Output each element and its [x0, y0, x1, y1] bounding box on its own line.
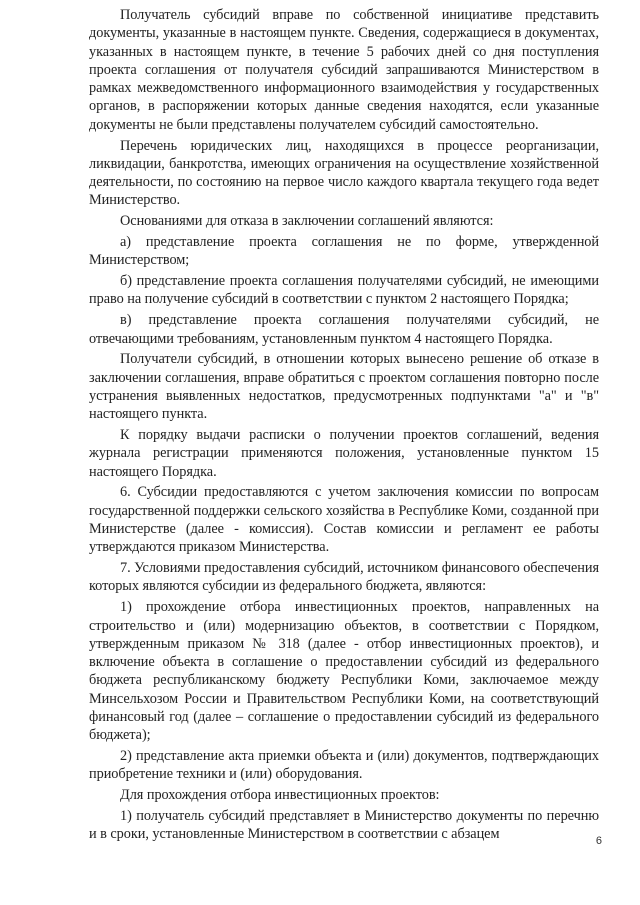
page-number: 6: [595, 835, 602, 847]
paragraph-2: Перечень юридических лиц, находящихся в процессе реорганизации, ликвидации, банкротства, имеющих ограничения на осуществление хозяйственной деятельности, по состоянию на первое число каждого квартала текущего года ведет Министерство.: [89, 137, 599, 209]
document-page: [89, 6, 599, 846]
paragraph-13: Для прохождения отбора инвестиционных проектов:: [120, 787, 440, 804]
paragraph-5: б) представление проекта соглашения получателями субсидий, не имеющими право на получение субсидий в соответствии с пунктом 2 настоящего Порядка;: [89, 273, 599, 308]
paragraph-4: а) представление проекта соглашения не по форме, утвержденной Министерством;: [89, 234, 599, 269]
paragraph-7: Получатели субсидий, в отношении которых вынесено решение об отказе в заключении соглашения, вправе обратиться с проектом соглашения повторно после устранения выявленных недостатков, предусмотренных подпунктами "а" и "в" настоящего пункта.: [89, 351, 599, 423]
paragraph-6: в) представление проекта соглашения получателями субсидий, не отвечающими требованиям, установленным пунктом 4 настоящего Порядка.: [89, 312, 599, 347]
paragraph-10: 7. Условиями предоставления субсидий, источником финансового обеспечения которых являются субсидии из федерального бюджета, являются:: [89, 560, 599, 595]
paragraph-8: К порядку выдачи расписки о получении проектов соглашений, ведения журнала регистрации применяются положения, установленные пунктом 15 настоящего Порядка.: [89, 427, 599, 480]
paragraph-1: Получатель субсидий вправе по собственной инициативе представить документы, указанные в настоящем пункте. Сведения, содержащиеся в документах, указанных в настоящем пункте, в течение 5 рабочих дней со дня поступления проекта соглашения от получателя субсидий запрашиваются Министерством в рамках межведомственного информационного взаимодействия у государственных органов, в распоряжении которых данные сведения находятся, если указанные документы не были представлены получателем субсидий самостоятельно.: [89, 7, 599, 133]
paragraph-14: 1) получатель субсидий представляет в Министерство документы по перечню и в сроки, установленные Министерством в соответствии с абзацем: [89, 807, 599, 843]
paragraph-12: 2) представление акта приемки объекта и (или) документов, подтверждающих приобретение техники и (или) оборудования.: [89, 748, 599, 783]
paragraph-9: 6. Субсидии предоставляются с учетом заключения комиссии по вопросам государственной поддержки сельского хозяйства в Республике Коми, созданной при Министерстве (далее - комиссия). Состав комиссии и регламент ее работы утверждаются приказом Министерства.: [89, 484, 599, 556]
paragraph-3: Основаниями для отказа в заключении соглашений являются:: [120, 213, 494, 230]
paragraph-11: 1) прохождение отбора инвестиционных проектов, направленных на строительство и (или) модернизацию объектов, в соответствии с Порядком, утвержденным приказом № 318 (далее - отбор инвестиционных проектов), и включение объекта в соглашение о предоставлении субсидий из федерального бюджета республиканскому бюджету Республики Коми, заключаемое между Минсельхозом России и Правительством Республики Коми, на соответствующий финансовый год (далее – соглашение о предоставлении субсидий из федерального бюджета);: [89, 599, 599, 744]
